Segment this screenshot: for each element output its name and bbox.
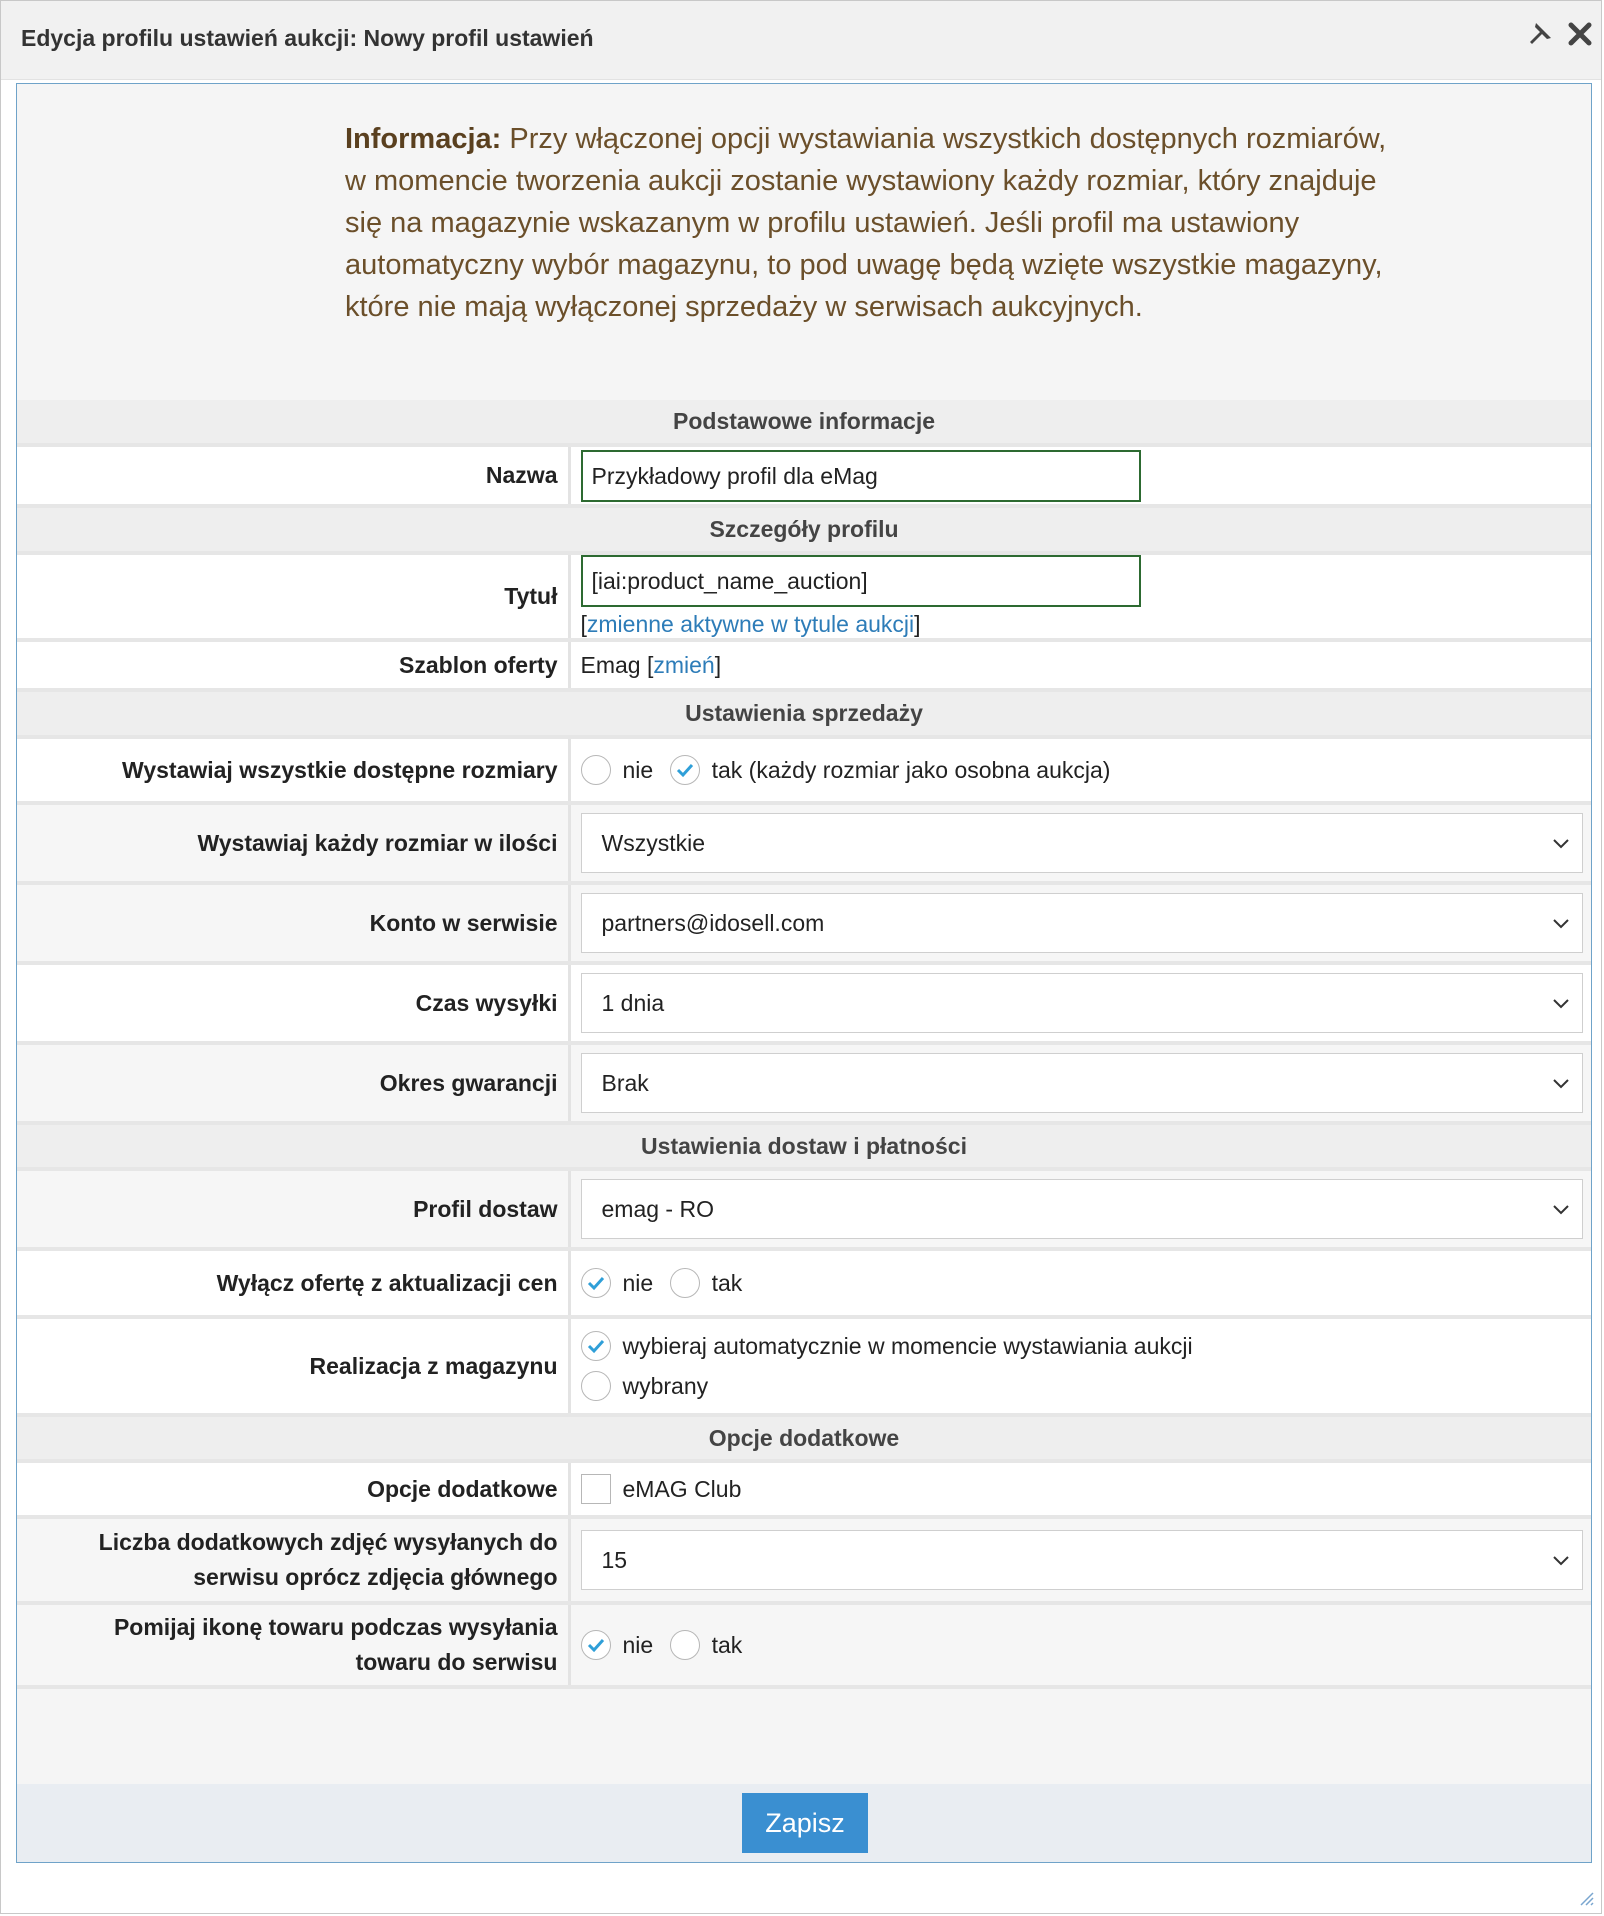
option-label: wybrany [622,1372,709,1399]
section-extra [17,1415,1591,1461]
chevron-down-icon [1552,1552,1570,1570]
change-template-link[interactable]: zmień [653,651,715,678]
section-details [17,506,1591,553]
radio-checked[interactable] [670,755,700,785]
bracket: [ [580,611,587,637]
field-label: Opcje dodatkowe [17,1461,569,1517]
row-warranty [17,1043,1591,1123]
save-button[interactable]: Zapisz [742,1793,868,1853]
radio-checked[interactable] [581,1630,611,1660]
chevron-down-icon [1552,915,1570,933]
account-select[interactable] [581,893,1583,953]
field-label: Czas wysyłki [17,963,569,1043]
field-label: Wystawiaj wszystkie dostępne rozmiary [17,737,569,803]
select-value: partners@idosell.com [601,910,825,936]
profile-form [17,400,1591,1689]
title-input[interactable]: [iai:product_name_auction] [581,555,1141,607]
warehouse-selected-option[interactable] [581,1366,1592,1406]
field-label: Realizacja z magazynu [17,1317,569,1415]
field-label-line: towaru do serwisu [355,1649,558,1675]
section-title: Ustawienia dostaw i płatności [17,1123,1591,1169]
exclude-price-yes-option[interactable] [670,1268,743,1298]
title-variables-link[interactable]: zmienne aktywne w tytule aukcji [586,611,915,637]
check-icon [676,762,694,778]
row-photos [17,1517,1591,1603]
dialog-titlebar[interactable] [1,1,1601,80]
all-sizes-yes-option[interactable] [670,755,1111,785]
row-skip-icon [17,1603,1591,1687]
option-label: nie [622,1631,654,1658]
all-sizes-no-option[interactable] [581,755,654,785]
option-label: tak [711,1269,743,1296]
radio-unchecked[interactable] [670,1268,700,1298]
shipping-time-select[interactable] [581,973,1583,1033]
section-title: Podstawowe informacje [17,400,1591,445]
section-title: Szczegóły profilu [17,506,1591,553]
radio-unchecked[interactable] [581,755,611,785]
row-account [17,883,1591,963]
field-label: Nazwa [17,445,569,506]
resize-handle-icon[interactable] [1577,1889,1595,1907]
skip-icon-yes-option[interactable] [670,1630,743,1660]
radio-unchecked[interactable] [670,1630,700,1660]
select-value: Brak [601,1070,649,1096]
exclude-price-no-option[interactable] [581,1268,654,1298]
bracket: [ [640,651,654,678]
dialog-title: Edycja profilu ustawień aukcji: Nowy profil ustawień [21,25,594,51]
row-extra-options [17,1461,1591,1517]
size-qty-select[interactable] [581,813,1583,873]
row-warehouse [17,1317,1591,1415]
row-template [17,640,1591,690]
select-value: 15 [601,1547,628,1573]
option-label: nie [622,1269,654,1296]
section-delivery [17,1123,1591,1169]
option-label: eMAG Club [622,1475,742,1502]
row-name [17,445,1591,506]
warranty-select[interactable] [581,1053,1583,1113]
option-label: tak [711,1631,743,1658]
section-basic [17,400,1591,445]
chevron-down-icon [1552,1075,1570,1093]
field-label: Tytuł [17,553,569,640]
radio-checked[interactable] [581,1331,611,1361]
chevron-down-icon [1552,995,1570,1013]
info-text: Przy włączonej opcji wystawiania wszystkich dostępnych rozmiarów, w momencie tworzenia aukcji zostanie wystawiony każdy rozmiar, który znajduje się na magazynie wskazanym w profilu ustawień. Jeśli profil ma ustawiony automatyczny wybór magazynu, to pod uwagę będą wzięte wszystkie magazyny, które nie mają wyłączonej sprzedaży w serwisach aukcyjnych. [345,123,1387,323]
delivery-profile-select[interactable] [581,1179,1583,1239]
radio-unchecked[interactable] [581,1371,611,1401]
section-title: Opcje dodatkowe [17,1415,1591,1461]
option-label: tak (każdy rozmiar jako osobna aukcja) [711,756,1111,783]
row-shipping-time [17,963,1591,1043]
section-sale [17,690,1591,737]
chevron-down-icon [1552,1201,1570,1219]
select-value: emag - RO [601,1196,714,1222]
skip-icon-no-option[interactable] [581,1630,654,1660]
field-label-line: Pomijaj ikonę towaru podczas wysyłania [113,1614,558,1640]
emag-club-checkbox[interactable] [581,1474,611,1504]
chevron-down-icon [1552,835,1570,853]
field-label-line: Liczba dodatkowych zdjęć wysyłanych do [98,1529,558,1555]
dialog-footer [17,1784,1591,1862]
template-value: Emag [580,651,641,678]
section-title: Ustawienia sprzedaży [17,690,1591,737]
radio-checked[interactable] [581,1268,611,1298]
check-icon [587,1275,605,1291]
info-label: Informacja: [345,123,502,155]
row-exclude-price [17,1249,1591,1317]
field-label: Wystawiaj każdy rozmiar w ilości [17,803,569,883]
bracket: ] [914,611,921,637]
row-size-qty [17,803,1591,883]
warehouse-auto-option[interactable] [581,1326,1592,1366]
emag-club-option[interactable] [581,1474,742,1504]
name-input[interactable]: Przykładowy profil dla eMag [581,450,1141,502]
close-icon[interactable] [1563,17,1597,51]
bracket: ] [714,651,722,678]
row-all-sizes [17,737,1591,803]
photos-count-select[interactable] [581,1530,1583,1590]
field-label: Konto w serwisie [17,883,569,963]
dialog-content [16,83,1592,1863]
info-box [345,118,1405,328]
field-label: Okres gwarancji [17,1043,569,1123]
option-label: nie [622,756,654,783]
pin-icon[interactable] [1523,17,1557,51]
select-value: Wszystkie [601,830,705,856]
field-label: Wyłącz ofertę z aktualizacji cen [17,1249,569,1317]
row-delivery-profile [17,1169,1591,1249]
check-icon [587,1637,605,1653]
check-icon [587,1338,605,1354]
option-label: wybieraj automatycznie w momencie wystawiania aukcji [622,1332,1193,1359]
field-label: Szablon oferty [17,640,569,690]
row-title [17,553,1591,640]
select-value: 1 dnia [601,990,665,1016]
field-label-line: serwisu oprócz zdjęcia głównego [193,1564,558,1590]
field-label: Profil dostaw [17,1169,569,1249]
